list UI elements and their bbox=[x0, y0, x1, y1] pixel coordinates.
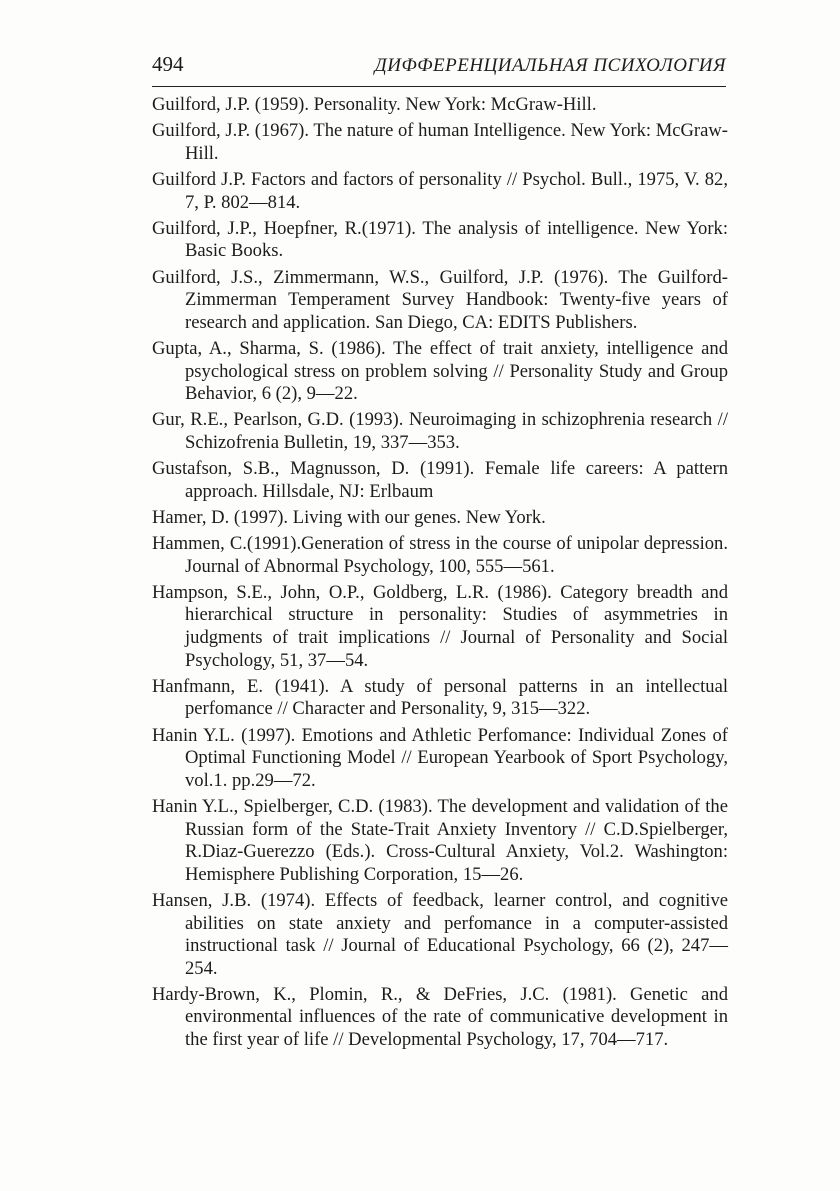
reference-entry: Hanin Y.L. (1997). Emotions and Athletic Perfomance: Individual Zones of Optimal Functioning Model // European Yearbook of Sport Psychology, vol.1. pp.29—72. bbox=[152, 724, 728, 791]
reference-entry: Hampson, S.E., John, O.P., Goldberg, L.R. (1986). Category breadth and hierarchical structure in personality: Studies of asymmetries in judgments of trait implications // Journal of Personality and Social Psychology, 51, 37—54. bbox=[152, 581, 728, 671]
reference-entry: Gur, R.E., Pearlson, G.D. (1993). Neuroimaging in schizophrenia research // Schizofrenia Bulletin, 19, 337—353. bbox=[152, 409, 728, 453]
reference-entry: Hanfmann, E. (1941). A study of personal patterns in an intellectual perfomance // Character and Personality, 9, 315—322. bbox=[152, 675, 728, 720]
page-number: 494 bbox=[152, 52, 184, 76]
reference-entry: Guilford, J.P. (1959). Personality. New York: McGraw-Hill. bbox=[152, 94, 597, 115]
reference-entry: Hardy-Brown, K., Plomin, R., & DeFries, J.C. (1981). Genetic and environmental influences of the rate of communicative development in the first year of life // Developmental Psychology, 17, 704—717. bbox=[152, 983, 728, 1051]
reference-entry: Hammen, C.(1991).Generation of stress in the course of unipolar depression. Journal of Abnormal Psychology, 100, 555—561. bbox=[152, 533, 728, 577]
reference-entry: Guilford, J.S., Zimmermann, W.S., Guilford, J.P. (1976). The Guilford-Zimmerman Temperament Survey Handbook: Twenty-five years of research and application. San Diego, CA: EDITS Publishers. bbox=[152, 266, 728, 333]
reference-list bbox=[152, 94, 728, 1055]
reference-entry: Gupta, A., Sharma, S. (1986). The effect of trait anxiety, intelligence and psychological stress on problem solving // Personality Study and Group Behavior, 6 (2), 9—22. bbox=[152, 337, 728, 405]
reference-entry: Guilford J.P. Factors and factors of personality // Psychol. Bull., 1975, V. 82, 7, P. 802—814. bbox=[152, 168, 728, 213]
running-title: ДИФФЕРЕНЦИАЛЬНАЯ ПСИХОЛОГИЯ bbox=[374, 55, 726, 76]
page-header bbox=[152, 50, 726, 87]
reference-entry: Hansen, J.B. (1974). Effects of feedback, learner control, and cognitive abilities on state anxiety and perfomance in a computer-assisted instructional task // Journal of Educational Psychology, 66 (2), 247—254. bbox=[152, 889, 728, 979]
reference-entry: Gustafson, S.B., Magnusson, D. (1991). Female life careers: A pattern approach. Hillsdale, NJ: Erlbaum bbox=[152, 458, 728, 502]
reference-entry: Hanin Y.L., Spielberger, C.D. (1983). The development and validation of the Russian form of the State-Trait Anxiety Inventory // C.D.Spielberger, R.Diaz-Guerezzo (Eds.). Cross-Cultural Anxiety, Vol.2. Washington: Hemisphere Publishing Corporation, 15—26. bbox=[152, 795, 728, 885]
reference-entry: Hamer, D. (1997). Living with our genes. New York. bbox=[152, 506, 546, 528]
reference-entry: Guilford, J.P. (1967). The nature of human Intelligence. New York: McGraw-Hill. bbox=[152, 120, 728, 164]
reference-entry: Guilford, J.P., Hoepfner, R.(1971). The analysis of intelligence. New York: Basic Books. bbox=[152, 217, 728, 262]
